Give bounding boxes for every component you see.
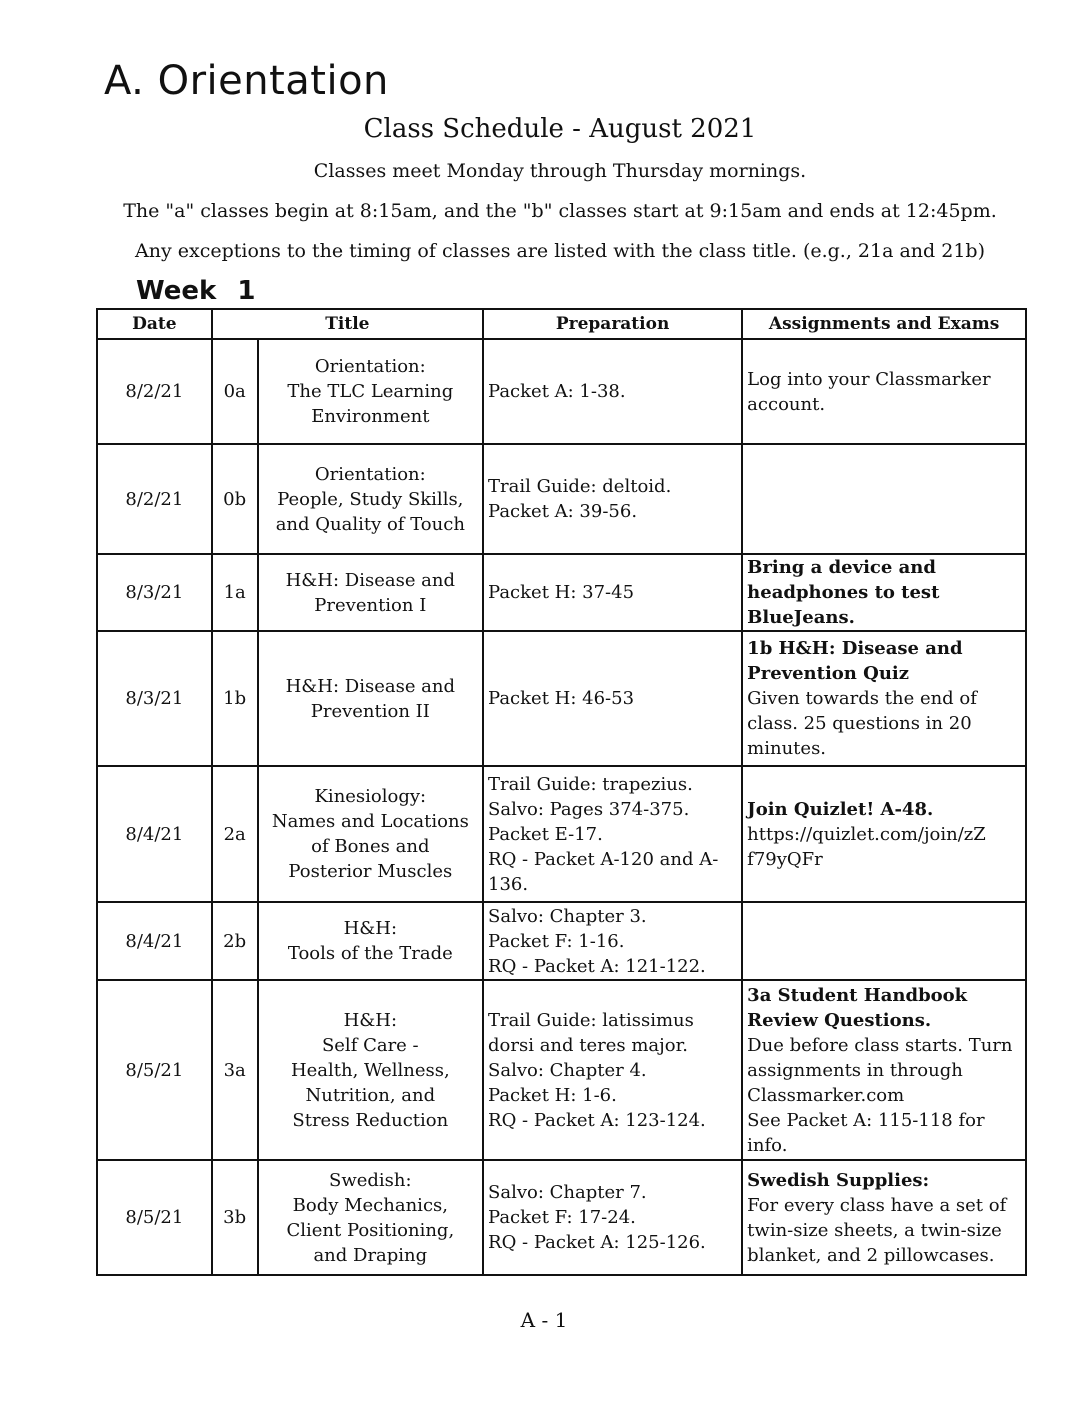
assignment-line: Bring a device and: [747, 557, 936, 578]
preparation-line: Packet A: 1-38.: [488, 381, 626, 402]
assignment-line: headphones to test: [747, 582, 940, 603]
cell-class-code: 1b: [212, 631, 258, 766]
title-line: Client Positioning,: [286, 1219, 455, 1241]
cell-class-code: 2b: [212, 902, 258, 980]
header-date: Date: [97, 309, 212, 339]
assignment-line: For every class have a set of: [747, 1194, 1007, 1216]
title-line: Stress Reduction: [292, 1109, 449, 1131]
cell-title: [258, 1160, 483, 1275]
preparation-line: Salvo: Chapter 3.: [488, 905, 647, 927]
assignment-line: twin-size sheets, a twin-size: [747, 1219, 1002, 1241]
preparation-line: 136.: [488, 873, 529, 895]
assignment-line: 3a Student Handbook: [747, 984, 968, 1006]
cell-assignments: [742, 980, 1026, 1160]
schedule-subtitle: Class Schedule - August 2021: [363, 114, 757, 144]
table-row: [97, 339, 1026, 444]
title-line: Prevention I: [314, 594, 427, 616]
cell-preparation: [483, 980, 742, 1160]
preparation-line: RQ - Packet A: 123-124.: [488, 1109, 706, 1131]
assignment-line: See Packet A: 115-118 for: [747, 1109, 985, 1131]
table-row: [97, 1160, 1026, 1275]
assignment-line: Join Quizlet! A-48.: [747, 798, 934, 820]
title-line: Self Care -: [321, 1034, 419, 1056]
cell-title: [258, 631, 483, 766]
preparation-line: Salvo: Chapter 4.: [488, 1059, 647, 1081]
title-line: and Quality of Touch: [275, 513, 465, 535]
cell-preparation: [483, 631, 742, 766]
cell-preparation: [483, 339, 742, 444]
assignment-line: Due before class starts. Turn: [747, 1034, 1013, 1056]
schedule-table: [96, 308, 1027, 1276]
preparation-line: Packet H: 37-45: [488, 582, 635, 603]
table-row: [97, 902, 1026, 980]
cell-title: [258, 902, 483, 980]
cell-assignments: [742, 339, 1026, 444]
preparation-line: Trail Guide: latissimus: [488, 1009, 694, 1031]
preparation-line: Packet E-17.: [488, 823, 603, 845]
assignment-line: BlueJeans.: [747, 607, 855, 628]
assignment-line: info.: [747, 1134, 788, 1156]
page-number: A - 1: [520, 1308, 568, 1332]
assignment-line: 1b H&H: Disease and: [747, 638, 963, 659]
title-line: Environment: [311, 406, 430, 427]
assignment-line: f79yQFr: [747, 848, 823, 870]
table-row: [97, 444, 1026, 554]
cell-title: [258, 554, 483, 631]
table-header-row: [97, 309, 1026, 339]
cell-preparation: [483, 1160, 742, 1275]
title-line: Nutrition, and: [305, 1084, 436, 1106]
preparation-line: Packet F: 17-24.: [488, 1207, 636, 1228]
preparation-line: Trail Guide: trapezius.: [488, 773, 693, 795]
preparation-line: RQ - Packet A: 125-126.: [488, 1232, 706, 1253]
preparation-line: Packet H: 46-53: [488, 688, 635, 709]
header-assignments: Assignments and Exams: [742, 309, 1026, 339]
cell-assignments: [742, 766, 1026, 902]
cell-assignments: [742, 1160, 1026, 1275]
title-line: Prevention II: [310, 700, 430, 722]
assignment-line: minutes.: [747, 738, 827, 759]
schedule-body: [97, 339, 1026, 1275]
title-line: H&H:: [343, 1009, 398, 1031]
title-line: Orientation:: [314, 463, 426, 485]
assignment-line: account.: [747, 393, 826, 415]
week-label: Week 1: [136, 276, 256, 306]
preparation-line: dorsi and teres major.: [488, 1034, 688, 1056]
cell-date: 8/3/21: [97, 631, 212, 766]
table-row: [97, 980, 1026, 1160]
cell-preparation: [483, 902, 742, 980]
cell-preparation: [483, 554, 742, 631]
info-line-meeting-days: Classes meet Monday through Thursday mornings.: [313, 160, 807, 182]
header-preparation: Preparation: [483, 309, 742, 339]
preparation-line: RQ - Packet A-120 and A-: [488, 848, 719, 870]
cell-date: 8/3/21: [97, 554, 212, 631]
cell-class-code: 3b: [212, 1160, 258, 1275]
title-line: H&H:: [343, 918, 398, 939]
cell-title: [258, 766, 483, 902]
title-line: Tools of the Trade: [287, 943, 453, 964]
section-title: A. Orientation: [104, 58, 389, 104]
assignment-line: Log into your Classmarker: [747, 368, 991, 390]
cell-assignments: [742, 902, 1026, 980]
cell-date: 8/5/21: [97, 980, 212, 1160]
assignment-line: blanket, and 2 pillowcases.: [747, 1244, 995, 1266]
title-line: Kinesiology:: [314, 786, 427, 807]
title-line: Names and Locations: [271, 811, 469, 832]
cell-title: [258, 444, 483, 554]
assignment-line: Given towards the end of: [747, 688, 977, 709]
assignment-line: Review Questions.: [747, 1009, 932, 1031]
cell-date: 8/4/21: [97, 902, 212, 980]
cell-date: 8/5/21: [97, 1160, 212, 1275]
preparation-line: RQ - Packet A: 121-122.: [488, 955, 706, 977]
cell-class-code: 1a: [212, 554, 258, 631]
cell-date: 8/2/21: [97, 339, 212, 444]
cell-date: 8/4/21: [97, 766, 212, 902]
title-line: Swedish:: [329, 1169, 412, 1191]
info-line-exceptions: Any exceptions to the timing of classes are listed with the class title. (e.g., 21a and 21b): [135, 240, 985, 262]
assignment-line: assignments in through: [747, 1059, 963, 1081]
cell-assignments: [742, 631, 1026, 766]
title-line: Posterior Muscles: [288, 861, 453, 882]
assignment-line: class. 25 questions in 20: [747, 713, 972, 734]
cell-preparation: [483, 444, 742, 554]
info-line-class-times: The "a" classes begin at 8:15am, and the "b" classes start at 9:15am and ends at 12:45pm.: [123, 200, 997, 222]
cell-class-code: 3a: [212, 980, 258, 1160]
preparation-line: Trail Guide: deltoid.: [488, 476, 672, 497]
cell-title: [258, 980, 483, 1160]
title-line: Body Mechanics,: [292, 1194, 448, 1216]
title-line: People, Study Skills,: [277, 488, 464, 510]
preparation-line: Packet A: 39-56.: [488, 501, 638, 522]
title-line: Health, Wellness,: [290, 1059, 450, 1081]
preparation-line: Packet H: 1-6.: [488, 1084, 617, 1106]
cell-class-code: 0b: [212, 444, 258, 554]
preparation-line: Salvo: Chapter 7.: [488, 1182, 647, 1203]
assignment-line: Swedish Supplies:: [747, 1169, 930, 1191]
title-line: H&H: Disease and: [285, 569, 456, 591]
table-row: [97, 554, 1026, 631]
title-line: of Bones and: [311, 836, 430, 857]
cell-title: [258, 339, 483, 444]
assignment-line: https://quizlet.com/join/zZ: [747, 823, 986, 845]
title-line: and Draping: [313, 1244, 428, 1266]
title-line: Orientation:: [314, 356, 426, 377]
cell-date: 8/2/21: [97, 444, 212, 554]
preparation-line: Packet F: 1-16.: [488, 930, 625, 952]
cell-assignments: [742, 554, 1026, 631]
table-row: [97, 766, 1026, 902]
header-title: Title: [212, 309, 483, 339]
table-row: [97, 631, 1026, 766]
title-line: H&H: Disease and: [285, 675, 456, 697]
cell-class-code: 0a: [212, 339, 258, 444]
cell-class-code: 2a: [212, 766, 258, 902]
assignment-line: Classmarker.com: [747, 1084, 905, 1106]
cell-assignments: [742, 444, 1026, 554]
cell-preparation: [483, 766, 742, 902]
preparation-line: Salvo: Pages 374-375.: [488, 798, 690, 820]
assignment-line: Prevention Quiz: [747, 663, 909, 684]
title-line: The TLC Learning: [287, 381, 454, 402]
